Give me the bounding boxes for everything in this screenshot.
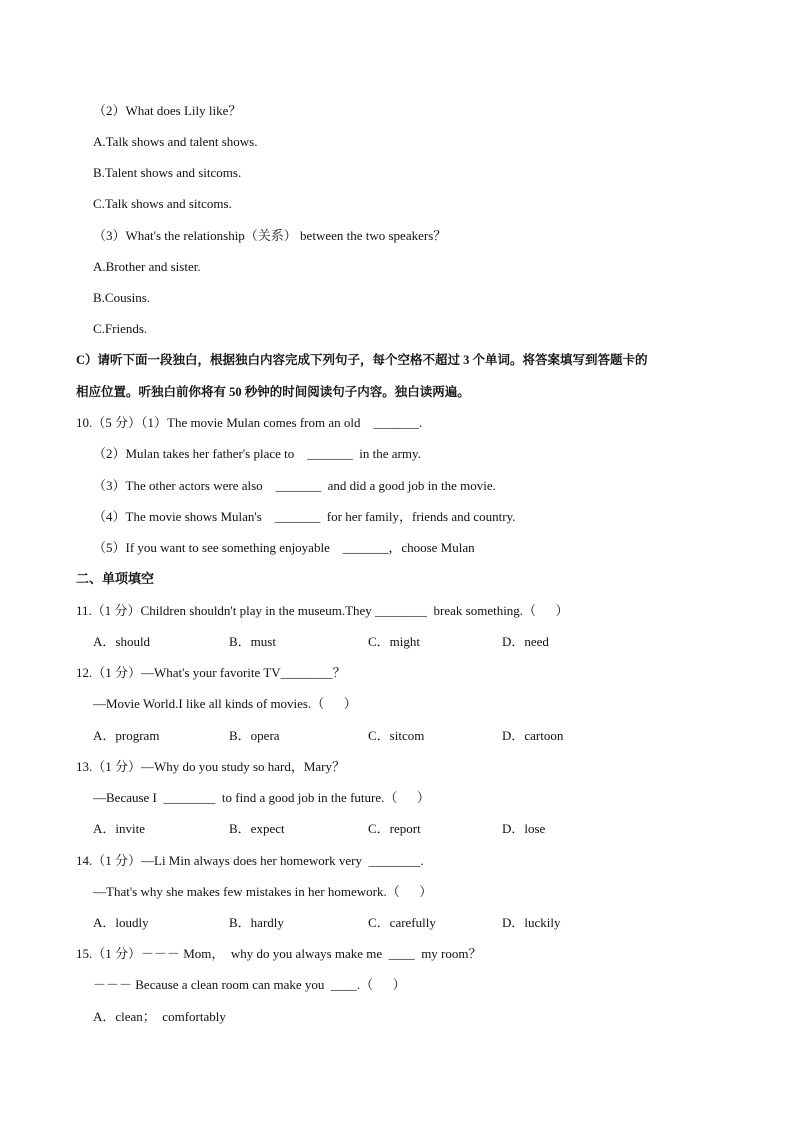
q14-line-2: —That's why she makes few mistakes in her homework.（ ）	[93, 884, 433, 899]
q10-line-1: 10.（5 分）（1）The movie Mulan comes from an old _______.	[76, 415, 423, 430]
q3-stem: （3）What's the relationship（关系） between the two speakers？	[93, 228, 447, 243]
q15-option-a: A．clean； comfortably	[93, 1009, 226, 1024]
q12-line-2: —Movie World.I like all kinds of movies.（ ）	[93, 696, 357, 711]
q2-option-c: C.Talk shows and sitcoms.	[93, 196, 232, 211]
q13-option-d: D．lose	[502, 821, 546, 836]
q13-option-b: B．expect	[229, 821, 285, 836]
q3-option-b: B.Cousins.	[93, 290, 151, 305]
q14-option-c: C．carefully	[368, 915, 436, 930]
q11-option-c: C．might	[368, 634, 421, 649]
q10-line-4: （4）The movie shows Mulan's _______ for her family，friends and country.	[93, 509, 516, 524]
q14-stem: 14.（1 分）—Li Min always does her homework very ________.	[76, 853, 424, 868]
q13-stem: 13.（1 分）—Why do you study so hard，Mary？	[76, 759, 346, 774]
q14-option-b: B．hardly	[229, 915, 284, 930]
q14-option-a: A．loudly	[93, 915, 149, 930]
q11-option-b: B．must	[229, 634, 276, 649]
q14-option-d: D．luckily	[502, 915, 561, 930]
q2-stem: （2）What does Lily like？	[93, 103, 242, 118]
q12-stem: 12.（1 分）—What's your favorite TV________？	[76, 665, 346, 680]
section-2-title: 二、单项填空	[76, 571, 155, 586]
q15-line-2: －－－ Because a clean room can make you ____.（ ）	[93, 977, 406, 992]
q15-stem: 15.（1 分）－－－ Mom， why do you always make me ____ my room？	[76, 946, 482, 961]
q12-option-d: D．cartoon	[502, 728, 564, 743]
q11-option-a: A．should	[93, 634, 151, 649]
q10-line-5: （5）If you want to see something enjoyable _______，choose Mulan	[93, 540, 475, 555]
q10-line-2: （2）Mulan takes her father's place to _______ in the army.	[93, 446, 421, 461]
section-c-instruction-1: C）请听下面一段独白，根据独白内容完成下列句子，每个空格不超过 3 个单词。将答案填写到答题卡的	[76, 353, 648, 367]
section-c-instruction-2: 相应位置。听独白前你将有 50 秒钟的时间阅读句子内容。独白读两遍。	[76, 385, 470, 399]
q11-option-d: D．need	[502, 634, 549, 649]
q3-option-c: C.Friends.	[93, 321, 148, 336]
q13-option-c: C．report	[368, 821, 421, 836]
q3-option-a: A.Brother and sister.	[93, 259, 201, 274]
q13-line-2: —Because I ________ to find a good job in the future.（ ）	[93, 790, 430, 805]
q2-option-a: A.Talk shows and talent shows.	[93, 134, 258, 149]
q10-line-3: （3）The other actors were also _______ and did a good job in the movie.	[93, 478, 496, 493]
q12-option-c: C．sitcom	[368, 728, 425, 743]
q11-stem: 11.（1 分）Children shouldn't play in the museum.They ________ break something.（ ）	[76, 603, 569, 618]
q12-option-b: B．opera	[229, 728, 280, 743]
q13-option-a: A．invite	[93, 821, 145, 836]
q2-option-b: B.Talent shows and sitcoms.	[93, 165, 242, 180]
q12-option-a: A．program	[93, 728, 160, 743]
